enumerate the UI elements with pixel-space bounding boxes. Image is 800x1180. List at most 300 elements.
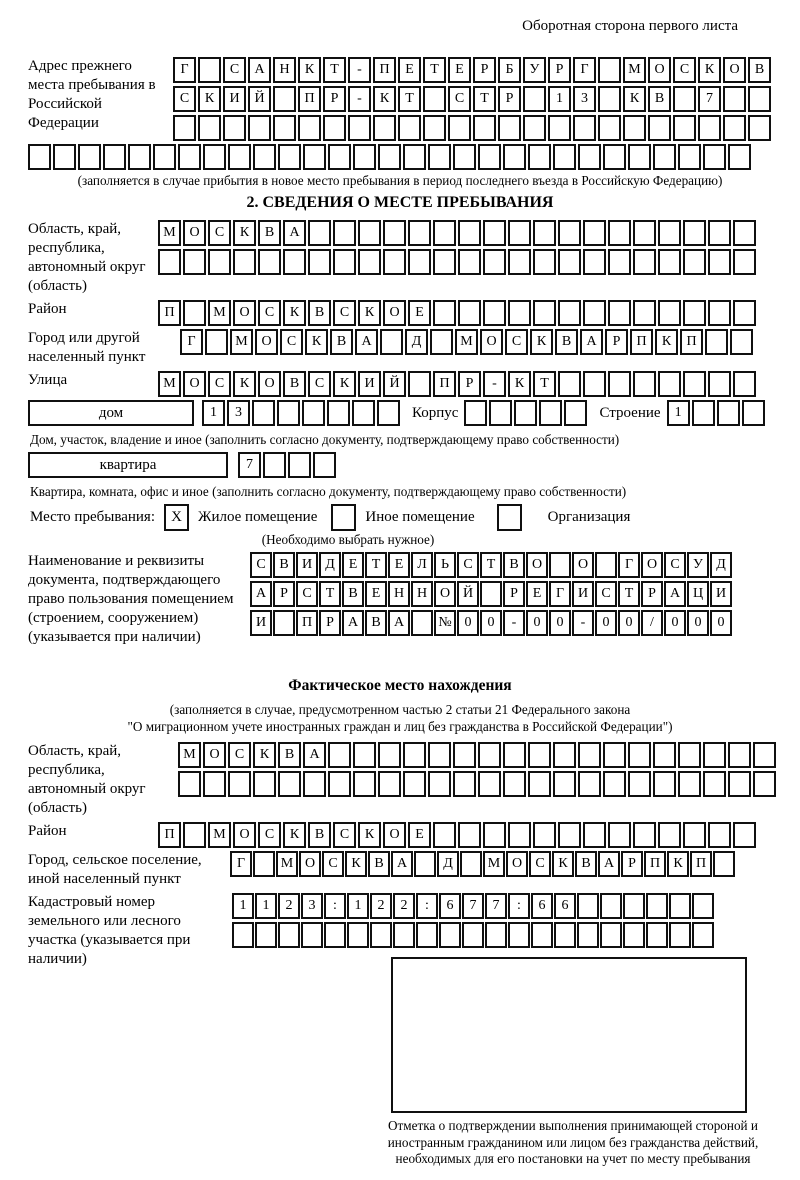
char-cell[interactable]: Т: [533, 371, 556, 397]
char-cell[interactable]: [658, 371, 681, 397]
char-cell[interactable]: 6: [531, 893, 553, 919]
char-cell[interactable]: [370, 922, 392, 948]
char-cell[interactable]: [453, 742, 476, 768]
char-cell[interactable]: Д: [437, 851, 459, 877]
char-cell[interactable]: [398, 115, 421, 141]
char-cell[interactable]: Р: [605, 329, 628, 355]
char-cell[interactable]: 6: [554, 893, 576, 919]
char-cell[interactable]: В: [575, 851, 597, 877]
char-cell[interactable]: [692, 400, 715, 426]
char-cell[interactable]: [303, 144, 326, 170]
char-cell[interactable]: С: [173, 86, 196, 112]
char-cell[interactable]: -: [348, 86, 371, 112]
char-cell[interactable]: [308, 220, 331, 246]
char-cell[interactable]: [573, 115, 596, 141]
char-cell[interactable]: [378, 742, 401, 768]
char-cell[interactable]: Г: [180, 329, 203, 355]
char-cell[interactable]: О: [183, 371, 206, 397]
char-cell[interactable]: 1: [202, 400, 225, 426]
char-cell[interactable]: [703, 144, 726, 170]
checkbox-zhiloe[interactable]: X: [164, 504, 189, 531]
char-cell[interactable]: [253, 851, 275, 877]
char-cell[interactable]: [428, 771, 451, 797]
char-cell[interactable]: А: [388, 610, 410, 636]
char-cell[interactable]: П: [296, 610, 318, 636]
char-cell[interactable]: П: [373, 57, 396, 83]
char-cell[interactable]: Г: [230, 851, 252, 877]
char-cell[interactable]: [608, 220, 631, 246]
char-cell[interactable]: У: [687, 552, 709, 578]
char-cell[interactable]: [658, 822, 681, 848]
char-cell[interactable]: 0: [457, 610, 479, 636]
char-cell[interactable]: [603, 771, 626, 797]
char-cell[interactable]: Б: [498, 57, 521, 83]
char-cell[interactable]: [433, 300, 456, 326]
char-cell[interactable]: [433, 249, 456, 275]
char-cell[interactable]: [708, 249, 731, 275]
char-cell[interactable]: [598, 115, 621, 141]
char-cell[interactable]: Р: [323, 86, 346, 112]
char-cell[interactable]: [503, 771, 526, 797]
char-cell[interactable]: [508, 300, 531, 326]
char-cell[interactable]: [353, 144, 376, 170]
char-cell[interactable]: Г: [573, 57, 596, 83]
char-cell[interactable]: [173, 115, 196, 141]
char-cell[interactable]: [358, 249, 381, 275]
char-cell[interactable]: [348, 115, 371, 141]
char-cell[interactable]: [433, 822, 456, 848]
char-cell[interactable]: [252, 400, 275, 426]
char-cell[interactable]: [232, 922, 254, 948]
char-cell[interactable]: А: [250, 581, 272, 607]
char-cell[interactable]: [283, 249, 306, 275]
char-cell[interactable]: [353, 742, 376, 768]
char-cell[interactable]: [508, 822, 531, 848]
char-cell[interactable]: [183, 249, 206, 275]
char-cell[interactable]: [608, 371, 631, 397]
char-cell[interactable]: Г: [549, 581, 571, 607]
char-cell[interactable]: [478, 771, 501, 797]
char-cell[interactable]: [253, 144, 276, 170]
char-cell[interactable]: [595, 552, 617, 578]
char-cell[interactable]: [748, 115, 771, 141]
char-cell[interactable]: [248, 115, 271, 141]
char-cell[interactable]: [583, 822, 606, 848]
char-cell[interactable]: К: [623, 86, 646, 112]
char-cell[interactable]: [646, 893, 668, 919]
char-cell[interactable]: [733, 300, 756, 326]
char-cell[interactable]: В: [555, 329, 578, 355]
char-cell[interactable]: [598, 57, 621, 83]
char-cell[interactable]: [623, 922, 645, 948]
char-cell[interactable]: [653, 771, 676, 797]
char-cell[interactable]: [528, 742, 551, 768]
char-cell[interactable]: [273, 610, 295, 636]
char-cell[interactable]: Н: [411, 581, 433, 607]
char-cell[interactable]: К: [552, 851, 574, 877]
char-cell[interactable]: [723, 115, 746, 141]
char-cell[interactable]: Р: [473, 57, 496, 83]
char-cell[interactable]: 7: [485, 893, 507, 919]
char-cell[interactable]: 0: [526, 610, 548, 636]
char-cell[interactable]: [203, 144, 226, 170]
char-cell[interactable]: [347, 922, 369, 948]
char-cell[interactable]: Т: [480, 552, 502, 578]
char-cell[interactable]: [308, 249, 331, 275]
char-cell[interactable]: [723, 86, 746, 112]
char-cell[interactable]: [728, 742, 751, 768]
char-cell[interactable]: В: [278, 742, 301, 768]
char-cell[interactable]: [460, 851, 482, 877]
char-cell[interactable]: [458, 220, 481, 246]
char-cell[interactable]: [464, 400, 487, 426]
char-cell[interactable]: В: [330, 329, 353, 355]
checkbox-organizatsiya[interactable]: [497, 504, 522, 531]
char-cell[interactable]: [352, 400, 375, 426]
char-cell[interactable]: [703, 742, 726, 768]
char-cell[interactable]: -: [572, 610, 594, 636]
char-cell[interactable]: [278, 144, 301, 170]
char-cell[interactable]: К: [298, 57, 321, 83]
char-cell[interactable]: Н: [388, 581, 410, 607]
char-cell[interactable]: С: [250, 552, 272, 578]
char-cell[interactable]: [673, 86, 696, 112]
char-cell[interactable]: [653, 742, 676, 768]
char-cell[interactable]: [228, 144, 251, 170]
char-cell[interactable]: 7: [238, 452, 261, 478]
char-cell[interactable]: Й: [248, 86, 271, 112]
char-cell[interactable]: [558, 371, 581, 397]
char-cell[interactable]: Е: [365, 581, 387, 607]
char-cell[interactable]: [692, 893, 714, 919]
char-cell[interactable]: Р: [273, 581, 295, 607]
char-cell[interactable]: Л: [411, 552, 433, 578]
char-cell[interactable]: П: [298, 86, 321, 112]
char-cell[interactable]: [228, 771, 251, 797]
char-cell[interactable]: [523, 115, 546, 141]
char-cell[interactable]: [302, 400, 325, 426]
char-cell[interactable]: №: [434, 610, 456, 636]
char-cell[interactable]: [483, 249, 506, 275]
char-cell[interactable]: 0: [595, 610, 617, 636]
char-cell[interactable]: [298, 115, 321, 141]
char-cell[interactable]: [523, 86, 546, 112]
char-cell[interactable]: С: [505, 329, 528, 355]
char-cell[interactable]: Р: [319, 610, 341, 636]
char-cell[interactable]: [713, 851, 735, 877]
char-cell[interactable]: [508, 220, 531, 246]
char-cell[interactable]: К: [358, 300, 381, 326]
char-cell[interactable]: С: [448, 86, 471, 112]
char-cell[interactable]: 0: [618, 610, 640, 636]
char-cell[interactable]: [705, 329, 728, 355]
char-cell[interactable]: [558, 220, 581, 246]
char-cell[interactable]: [288, 452, 311, 478]
char-cell[interactable]: О: [723, 57, 746, 83]
char-cell[interactable]: [577, 893, 599, 919]
char-cell[interactable]: Н: [273, 57, 296, 83]
char-cell[interactable]: [277, 400, 300, 426]
char-cell[interactable]: [623, 893, 645, 919]
char-cell[interactable]: П: [680, 329, 703, 355]
char-cell[interactable]: К: [508, 371, 531, 397]
char-cell[interactable]: [683, 822, 706, 848]
char-cell[interactable]: С: [664, 552, 686, 578]
char-cell[interactable]: [453, 144, 476, 170]
char-cell[interactable]: М: [208, 300, 231, 326]
char-cell[interactable]: М: [230, 329, 253, 355]
char-cell[interactable]: 1: [347, 893, 369, 919]
char-cell[interactable]: [733, 371, 756, 397]
char-cell[interactable]: Т: [319, 581, 341, 607]
char-cell[interactable]: [333, 249, 356, 275]
char-cell[interactable]: С: [208, 371, 231, 397]
char-cell[interactable]: [158, 249, 181, 275]
char-cell[interactable]: [528, 144, 551, 170]
char-cell[interactable]: М: [158, 220, 181, 246]
char-cell[interactable]: [733, 220, 756, 246]
char-cell[interactable]: О: [255, 329, 278, 355]
char-cell[interactable]: Р: [621, 851, 643, 877]
char-cell[interactable]: [205, 329, 228, 355]
char-cell[interactable]: [728, 144, 751, 170]
char-cell[interactable]: [403, 742, 426, 768]
char-cell[interactable]: И: [710, 581, 732, 607]
char-cell[interactable]: [333, 220, 356, 246]
char-cell[interactable]: [554, 922, 576, 948]
char-cell[interactable]: [178, 144, 201, 170]
char-cell[interactable]: С: [308, 371, 331, 397]
char-cell[interactable]: П: [630, 329, 653, 355]
char-cell[interactable]: [633, 300, 656, 326]
char-cell[interactable]: В: [365, 610, 387, 636]
char-cell[interactable]: Г: [173, 57, 196, 83]
char-cell[interactable]: [423, 86, 446, 112]
char-cell[interactable]: [258, 249, 281, 275]
char-cell[interactable]: [748, 86, 771, 112]
char-cell[interactable]: К: [233, 371, 256, 397]
char-cell[interactable]: [508, 922, 530, 948]
char-cell[interactable]: К: [655, 329, 678, 355]
char-cell[interactable]: [683, 300, 706, 326]
char-cell[interactable]: И: [223, 86, 246, 112]
char-cell[interactable]: [303, 771, 326, 797]
char-cell[interactable]: [353, 771, 376, 797]
char-cell[interactable]: О: [383, 822, 406, 848]
char-cell[interactable]: [698, 115, 721, 141]
char-cell[interactable]: [533, 249, 556, 275]
char-cell[interactable]: [403, 771, 426, 797]
char-cell[interactable]: 2: [278, 893, 300, 919]
char-cell[interactable]: [539, 400, 562, 426]
char-cell[interactable]: А: [355, 329, 378, 355]
char-cell[interactable]: О: [183, 220, 206, 246]
char-cell[interactable]: В: [273, 552, 295, 578]
char-cell[interactable]: [414, 851, 436, 877]
char-cell[interactable]: [53, 144, 76, 170]
char-cell[interactable]: [313, 452, 336, 478]
char-cell[interactable]: [483, 220, 506, 246]
char-cell[interactable]: [327, 400, 350, 426]
char-cell[interactable]: 3: [227, 400, 250, 426]
char-cell[interactable]: С: [457, 552, 479, 578]
char-cell[interactable]: Е: [388, 552, 410, 578]
char-cell[interactable]: [742, 400, 765, 426]
char-cell[interactable]: И: [250, 610, 272, 636]
char-cell[interactable]: А: [283, 220, 306, 246]
char-cell[interactable]: [433, 220, 456, 246]
char-cell[interactable]: С: [208, 220, 231, 246]
char-cell[interactable]: О: [480, 329, 503, 355]
char-cell[interactable]: [658, 249, 681, 275]
char-cell[interactable]: [458, 300, 481, 326]
char-cell[interactable]: [578, 771, 601, 797]
char-cell[interactable]: 1: [667, 400, 690, 426]
char-cell[interactable]: [489, 400, 512, 426]
char-cell[interactable]: [703, 771, 726, 797]
char-cell[interactable]: М: [158, 371, 181, 397]
char-cell[interactable]: [328, 742, 351, 768]
char-cell[interactable]: [183, 822, 206, 848]
char-cell[interactable]: А: [580, 329, 603, 355]
char-cell[interactable]: Р: [503, 581, 525, 607]
char-cell[interactable]: [564, 400, 587, 426]
char-cell[interactable]: К: [698, 57, 721, 83]
char-cell[interactable]: [728, 771, 751, 797]
char-cell[interactable]: [478, 742, 501, 768]
char-cell[interactable]: [733, 822, 756, 848]
char-cell[interactable]: Й: [457, 581, 479, 607]
char-cell[interactable]: [403, 144, 426, 170]
char-cell[interactable]: О: [233, 300, 256, 326]
char-cell[interactable]: [28, 144, 51, 170]
char-cell[interactable]: [183, 300, 206, 326]
char-cell[interactable]: А: [391, 851, 413, 877]
char-cell[interactable]: [273, 86, 296, 112]
char-cell[interactable]: [103, 144, 126, 170]
char-cell[interactable]: В: [648, 86, 671, 112]
char-cell[interactable]: [648, 115, 671, 141]
char-cell[interactable]: 0: [710, 610, 732, 636]
char-cell[interactable]: [253, 771, 276, 797]
char-cell[interactable]: [393, 922, 415, 948]
char-cell[interactable]: [549, 552, 571, 578]
char-cell[interactable]: [453, 771, 476, 797]
char-cell[interactable]: [411, 610, 433, 636]
char-cell[interactable]: И: [296, 552, 318, 578]
char-cell[interactable]: [628, 742, 651, 768]
char-cell[interactable]: П: [158, 822, 181, 848]
char-cell[interactable]: [498, 115, 521, 141]
char-cell[interactable]: К: [373, 86, 396, 112]
char-cell[interactable]: О: [526, 552, 548, 578]
char-cell[interactable]: 0: [480, 610, 502, 636]
char-cell[interactable]: [430, 329, 453, 355]
char-cell[interactable]: [633, 220, 656, 246]
char-cell[interactable]: [753, 771, 776, 797]
checkbox-inoe[interactable]: [331, 504, 356, 531]
char-cell[interactable]: О: [258, 371, 281, 397]
char-cell[interactable]: А: [598, 851, 620, 877]
char-cell[interactable]: [708, 371, 731, 397]
char-cell[interactable]: :: [324, 893, 346, 919]
char-cell[interactable]: Р: [641, 581, 663, 607]
char-cell[interactable]: [669, 922, 691, 948]
char-cell[interactable]: [608, 822, 631, 848]
char-cell[interactable]: [658, 300, 681, 326]
char-cell[interactable]: [153, 144, 176, 170]
char-cell[interactable]: [598, 86, 621, 112]
char-cell[interactable]: [600, 893, 622, 919]
char-cell[interactable]: [255, 922, 277, 948]
char-cell[interactable]: [323, 115, 346, 141]
char-cell[interactable]: 6: [439, 893, 461, 919]
char-cell[interactable]: [753, 742, 776, 768]
char-cell[interactable]: 2: [370, 893, 392, 919]
char-cell[interactable]: К: [667, 851, 689, 877]
char-cell[interactable]: [553, 144, 576, 170]
char-cell[interactable]: [408, 249, 431, 275]
char-cell[interactable]: Г: [618, 552, 640, 578]
char-cell[interactable]: Е: [342, 552, 364, 578]
char-cell[interactable]: А: [664, 581, 686, 607]
char-cell[interactable]: [653, 144, 676, 170]
char-cell[interactable]: П: [433, 371, 456, 397]
char-cell[interactable]: 0: [687, 610, 709, 636]
char-cell[interactable]: Т: [323, 57, 346, 83]
char-cell[interactable]: В: [748, 57, 771, 83]
char-cell[interactable]: С: [322, 851, 344, 877]
char-cell[interactable]: /: [641, 610, 663, 636]
char-cell[interactable]: [633, 371, 656, 397]
char-cell[interactable]: 2: [393, 893, 415, 919]
char-cell[interactable]: С: [595, 581, 617, 607]
char-cell[interactable]: О: [383, 300, 406, 326]
char-cell[interactable]: С: [228, 742, 251, 768]
char-cell[interactable]: А: [248, 57, 271, 83]
char-cell[interactable]: -: [483, 371, 506, 397]
char-cell[interactable]: Д: [319, 552, 341, 578]
char-cell[interactable]: К: [333, 371, 356, 397]
char-cell[interactable]: [273, 115, 296, 141]
char-cell[interactable]: [128, 144, 151, 170]
char-cell[interactable]: С: [529, 851, 551, 877]
char-cell[interactable]: [473, 115, 496, 141]
char-cell[interactable]: П: [158, 300, 181, 326]
char-cell[interactable]: С: [258, 300, 281, 326]
char-cell[interactable]: П: [690, 851, 712, 877]
char-cell[interactable]: [548, 115, 571, 141]
char-cell[interactable]: Е: [526, 581, 548, 607]
char-cell[interactable]: К: [283, 822, 306, 848]
char-cell[interactable]: В: [258, 220, 281, 246]
char-cell[interactable]: [717, 400, 740, 426]
char-cell[interactable]: И: [358, 371, 381, 397]
char-cell[interactable]: Е: [398, 57, 421, 83]
char-cell[interactable]: М: [455, 329, 478, 355]
char-cell[interactable]: К: [253, 742, 276, 768]
char-cell[interactable]: А: [342, 610, 364, 636]
char-cell[interactable]: [558, 822, 581, 848]
char-cell[interactable]: [233, 249, 256, 275]
char-cell[interactable]: К: [198, 86, 221, 112]
char-cell[interactable]: С: [258, 822, 281, 848]
char-cell[interactable]: [578, 742, 601, 768]
char-cell[interactable]: [458, 249, 481, 275]
char-cell[interactable]: -: [348, 57, 371, 83]
char-cell[interactable]: [278, 771, 301, 797]
char-cell[interactable]: О: [648, 57, 671, 83]
